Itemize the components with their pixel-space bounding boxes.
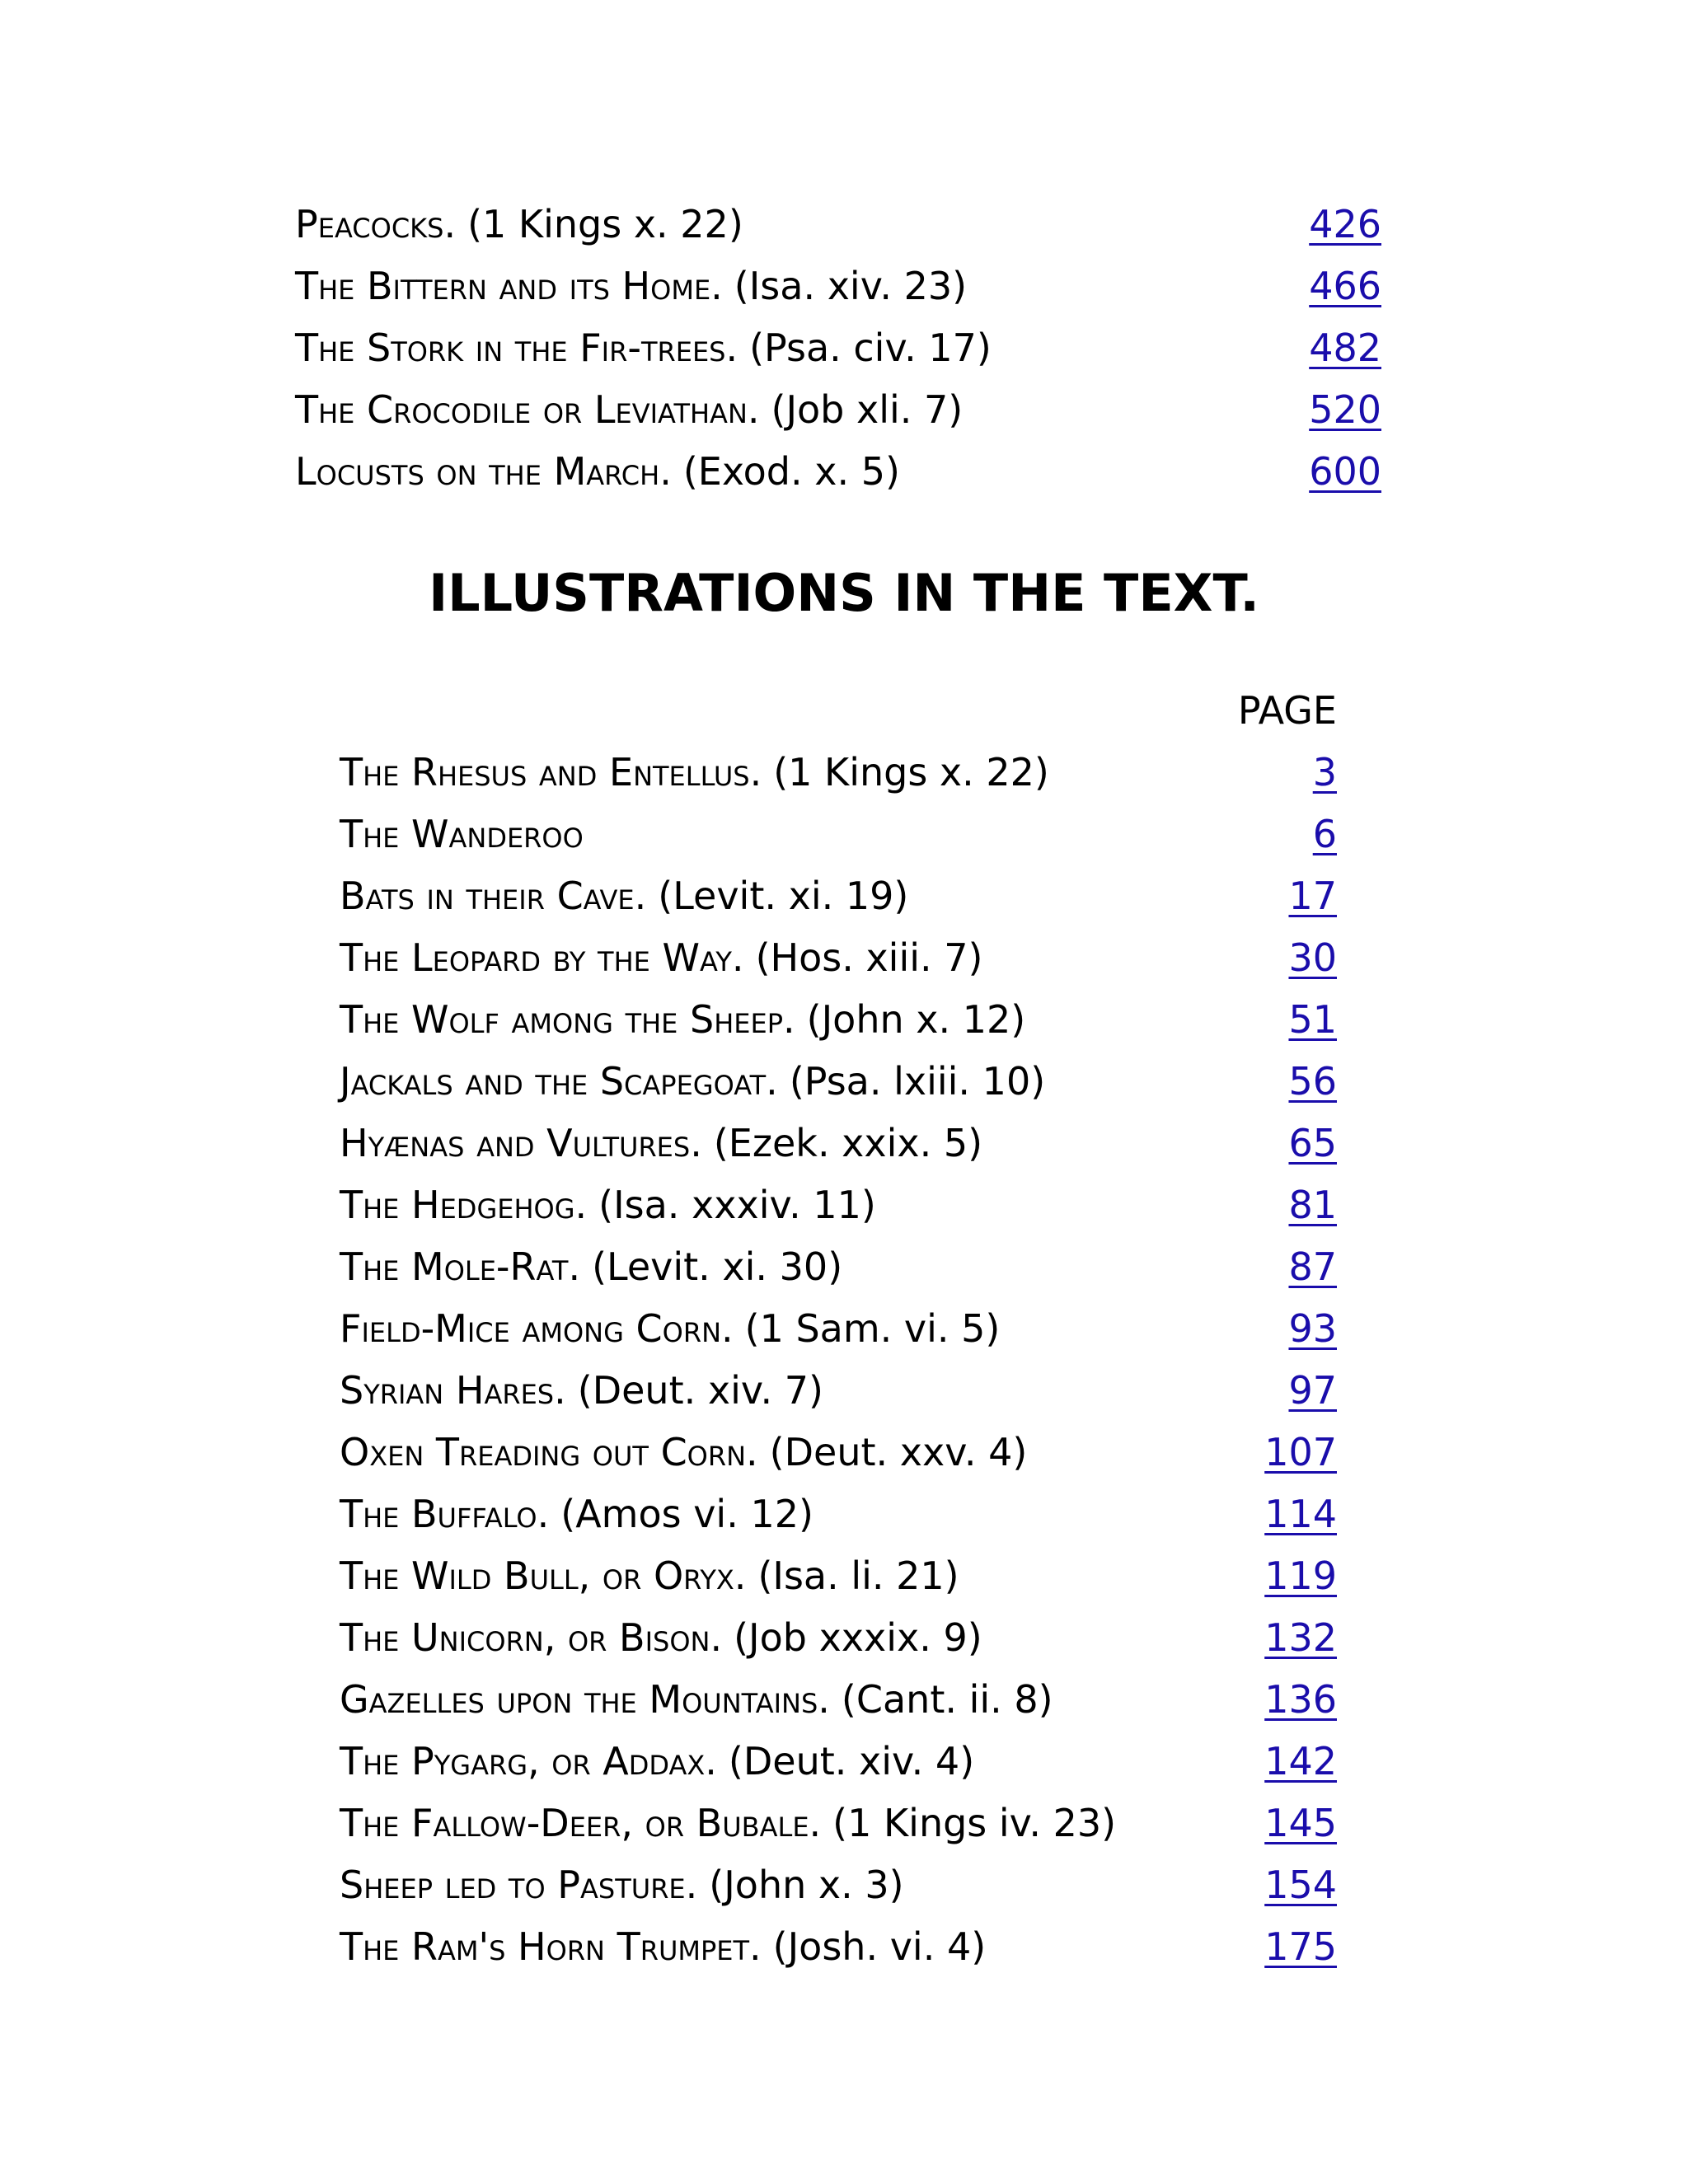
illustration-entry: [340, 1854, 904, 1915]
entry-reference: (Levit. xi. 30): [592, 1244, 843, 1289]
entry-reference: (1 Kings x. 22): [773, 750, 1049, 794]
page-link[interactable]: 3: [1312, 750, 1337, 794]
illustration-entry: [340, 1669, 1053, 1730]
entry-title: Jackals and the Scapegoat.: [340, 1059, 778, 1104]
page-link[interactable]: 87: [1288, 1244, 1337, 1289]
illustration-entry: [340, 804, 584, 865]
entry-title: Oxen Treading out Corn.: [340, 1430, 758, 1474]
plate-entry: [295, 255, 967, 316]
illustration-entry: [340, 1174, 876, 1235]
illustration-entry: [340, 1916, 986, 1977]
entry-reference: (1 Sam. vi. 5): [744, 1306, 1001, 1351]
page-link[interactable]: 81: [1288, 1183, 1337, 1227]
entry-reference: (John x. 3): [709, 1863, 904, 1907]
entry-title: The Wanderoo: [340, 812, 584, 856]
plate-entry: [295, 379, 963, 440]
page-link[interactable]: 17: [1288, 874, 1337, 918]
entry-reference: (1 Kings x. 22): [467, 202, 743, 246]
entry-reference: (Psa. civ. 17): [749, 326, 992, 370]
page-link[interactable]: 65: [1288, 1121, 1337, 1165]
plate-entry: [295, 194, 743, 255]
entry-reference: (Josh. vi. 4): [772, 1924, 987, 1969]
page-link[interactable]: 154: [1264, 1863, 1337, 1907]
entry-title: The Wolf among the Sheep.: [340, 997, 795, 1042]
page-link[interactable]: 97: [1288, 1368, 1337, 1413]
illustration-entry: [340, 865, 908, 926]
illustration-entry: [340, 1483, 814, 1544]
page-link[interactable]: 114: [1264, 1492, 1337, 1536]
entry-title: Bats in their Cave.: [340, 874, 647, 918]
illustration-entry: [340, 1236, 842, 1297]
section-heading: ILLUSTRATIONS IN THE TEXT.: [429, 563, 1259, 623]
entry-title: The Leopard by the Way.: [340, 935, 744, 980]
entry-reference: (Hos. xiii. 7): [755, 935, 983, 980]
illustration-entry: [340, 1422, 1027, 1483]
entry-reference: (Deut. xiv. 4): [728, 1739, 975, 1783]
page-link[interactable]: 30: [1288, 935, 1337, 980]
entry-reference: (Cant. ii. 8): [841, 1677, 1053, 1722]
illustration-entry: [340, 1731, 974, 1792]
entry-title: The Hedgehog.: [340, 1183, 588, 1227]
entry-reference: (1 Kings iv. 23): [832, 1801, 1117, 1845]
page-link[interactable]: 426: [1309, 202, 1381, 246]
page-link[interactable]: 482: [1309, 326, 1381, 370]
entry-reference: (Deut. xxv. 4): [769, 1430, 1028, 1474]
entry-title: Sheep led to Pasture.: [340, 1863, 698, 1907]
illustration-entry: [340, 1113, 982, 1174]
entry-reference: (Exod. x. 5): [682, 449, 900, 494]
entry-reference: (John x. 12): [806, 997, 1026, 1042]
entry-reference: (Isa. xxxiv. 11): [598, 1183, 876, 1227]
entry-title: The Mole-Rat.: [340, 1244, 581, 1289]
entry-reference: (Deut. xiv. 7): [577, 1368, 823, 1413]
illustration-entry: [340, 1051, 1045, 1112]
page-link[interactable]: 175: [1264, 1924, 1337, 1969]
entry-title: The Crocodile or Leviathan.: [295, 387, 760, 432]
entry-reference: (Ezek. xxix. 5): [713, 1121, 983, 1165]
page-link[interactable]: 136: [1264, 1677, 1337, 1722]
entry-title: Hyænas and Vultures.: [340, 1121, 702, 1165]
entry-title: The Pygarg, or Addax.: [340, 1739, 717, 1783]
entry-title: Peacocks.: [295, 202, 457, 246]
illustration-entry: [340, 1360, 823, 1421]
entry-title: The Unicorn, or Bison.: [340, 1615, 723, 1660]
illustration-entry: [340, 1298, 1000, 1359]
entry-title: Field-Mice among Corn.: [340, 1306, 734, 1351]
page-link[interactable]: 93: [1288, 1306, 1337, 1351]
entry-reference: (Job xli. 7): [771, 387, 964, 432]
illustration-entry: [340, 989, 1025, 1050]
page-link[interactable]: 107: [1264, 1430, 1337, 1474]
page-link[interactable]: 6: [1312, 812, 1337, 856]
entry-title: The Stork in the Fir-trees.: [295, 326, 738, 370]
page-column-label: PAGE: [1237, 688, 1337, 733]
entry-reference: (Levit. xi. 19): [658, 874, 909, 918]
illustration-entry: [340, 1545, 959, 1606]
plate-entry: [295, 317, 992, 378]
entry-title: The Fallow-Deer, or Bubale.: [340, 1801, 822, 1845]
entry-title: The Bittern and its Home.: [295, 264, 723, 308]
illustration-entry: [340, 1793, 1116, 1854]
plate-entry: [295, 441, 900, 502]
page-link[interactable]: 51: [1288, 997, 1337, 1042]
entry-title: Locusts on the March.: [295, 449, 672, 494]
page-link[interactable]: 145: [1264, 1801, 1337, 1845]
entry-reference: (Amos vi. 12): [560, 1492, 814, 1536]
entry-title: The Wild Bull, or Oryx.: [340, 1554, 747, 1598]
entry-reference: (Isa. xiv. 23): [734, 264, 968, 308]
entry-title: Syrian Hares.: [340, 1368, 566, 1413]
page-link[interactable]: 466: [1309, 264, 1381, 308]
entry-reference: (Job xxxix. 9): [734, 1615, 982, 1660]
entry-title: Gazelles upon the Mountains.: [340, 1677, 830, 1722]
illustration-entry: [340, 1607, 982, 1668]
page-link[interactable]: 600: [1309, 449, 1381, 494]
entry-title: The Rhesus and Entellus.: [340, 750, 762, 794]
page-link[interactable]: 132: [1264, 1615, 1337, 1660]
page-link[interactable]: 520: [1309, 387, 1381, 432]
illustration-entry: [340, 742, 1049, 803]
entry-title: The Buffalo.: [340, 1492, 550, 1536]
page-link[interactable]: 119: [1264, 1554, 1337, 1598]
entry-reference: (Isa. li. 21): [757, 1554, 959, 1598]
page-link[interactable]: 142: [1264, 1739, 1337, 1783]
entry-reference: (Psa. lxiii. 10): [789, 1059, 1046, 1104]
illustration-entry: [340, 927, 982, 988]
entry-title: The Ram's Horn Trumpet.: [340, 1924, 762, 1969]
page-link[interactable]: 56: [1288, 1059, 1337, 1104]
